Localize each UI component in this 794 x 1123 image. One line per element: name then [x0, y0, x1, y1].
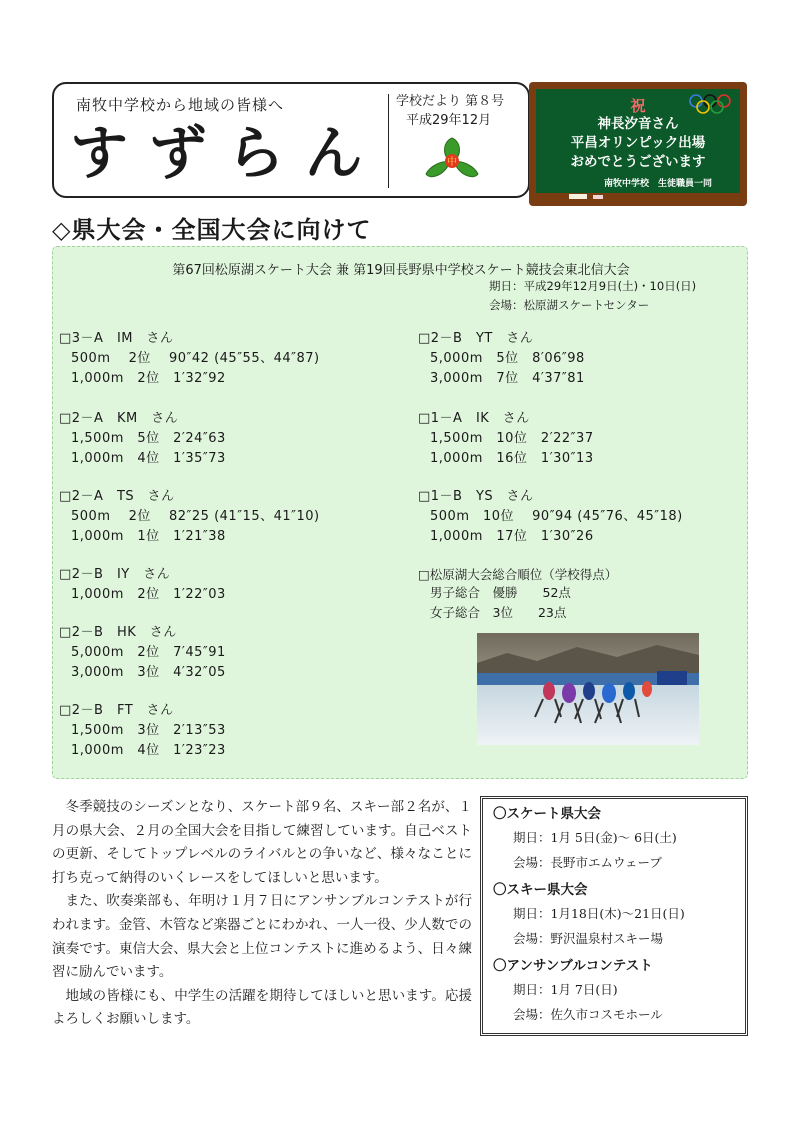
- athlete-name: □2－B YT さん: [418, 331, 534, 346]
- result-row: 1,000m 17位 1′30″26: [430, 529, 594, 544]
- overall-ranking: [418, 565, 617, 623]
- schedule-date: 期日：1月18日(木)～21日(日): [513, 906, 685, 921]
- athlete-result: [418, 409, 594, 469]
- chalkboard-panel: [536, 89, 740, 193]
- schedule-title: 〇スキー県大会: [493, 882, 588, 898]
- issue-number: 学校だより 第８号: [396, 94, 505, 109]
- result-row: 1,500m 10位 2′22″37: [430, 431, 594, 446]
- article-paragraph: また、吹奏楽部も、年明け１月７日にアンサンブルコンテストが行われます。金管、木管など楽器ごとにわかれ、一人一役、少人数での演奏です。東信大会、県大会と上位コンテストに進めるよう、日々練習に励んでいます。: [52, 893, 472, 981]
- athlete-result: [59, 565, 226, 605]
- school-emblem-icon: [424, 132, 480, 192]
- athlete-name: □3－A IM さん: [59, 331, 174, 346]
- svg-text:中: 中: [447, 157, 457, 168]
- chalkboard-line-1: 神長汐音さん: [597, 116, 679, 132]
- result-row: 1,000m 2位 1′22″03: [71, 587, 226, 602]
- chalkboard-line-2: 平昌オリンピック出場: [570, 135, 706, 151]
- athlete-result: [59, 701, 226, 761]
- congratulations-chalkboard: [529, 82, 747, 206]
- athlete-name: □1－B YS さん: [418, 489, 534, 504]
- schedule-venue: 会場：野沢温泉村スキー場: [513, 931, 664, 946]
- masthead-divider: [388, 94, 389, 188]
- athlete-name: □2－A KM さん: [59, 411, 179, 426]
- chalk-piece: [593, 195, 603, 199]
- newsletter-title: すずらん: [70, 119, 383, 187]
- athlete-name: □2－B FT さん: [59, 703, 174, 718]
- event-venue: 会場：松原湖スケートセンター: [489, 298, 650, 312]
- athlete-name: □2－B IY さん: [59, 567, 171, 582]
- result-row: 3,000m 7位 4′37″81: [430, 371, 585, 386]
- schedule-item: [493, 803, 745, 875]
- athlete-name: □1－A IK さん: [418, 411, 530, 426]
- result-row: 1,000m 4位 1′23″23: [71, 743, 226, 758]
- athlete-name: □2－B HK さん: [59, 625, 177, 640]
- event-title: 第67回松原湖スケート大会 兼 第19回長野県中学校スケート競技会東北信大会: [172, 263, 630, 278]
- result-row: 1,000m 16位 1′30″13: [430, 451, 594, 466]
- result-row: 5,000m 5位 8′06″98: [430, 351, 585, 366]
- ranking-title: □松原湖大会総合順位（学校得点）: [418, 567, 618, 582]
- section-heading: ◇県大会・全国大会に向けて: [52, 216, 372, 244]
- result-row: 1,500m 3位 2′13″53: [71, 723, 226, 738]
- speed-skating-photo: [477, 633, 699, 745]
- athlete-result: [418, 329, 585, 389]
- masthead: [52, 82, 530, 198]
- chalkboard-line-3: おめでとうございます: [570, 154, 706, 170]
- athlete-result: [59, 487, 320, 547]
- event-period: 期日：平成29年12月9日(土)・10日(日): [489, 279, 697, 293]
- article-paragraph: 冬季競技のシーズンとなり、スケート部９名、スキー部２名が、１月の県大会、２月の全国大会を目指して練習しています。自己ベストの更新、そしてトップレベルのライバルとの争いなど、様々なことに打ち克って納得のいくレースをしてほしいと思います。: [52, 799, 472, 886]
- competition-results-box: [52, 246, 748, 779]
- result-row: 1,000m 1位 1′21″38: [71, 529, 226, 544]
- schedule-venue: 会場：佐久市コスモホール: [513, 1007, 663, 1022]
- schedule-item: [493, 955, 745, 1027]
- schedule-date: 期日：1月 5日(金)～ 6日(土): [513, 830, 677, 845]
- athlete-result: [59, 623, 226, 683]
- result-row: 500m 2位 90″42 (45″55、44″87): [71, 351, 320, 366]
- result-row: 500m 2位 82″25 (41″15、41″10): [71, 509, 320, 524]
- celebration-mark: 祝: [630, 97, 646, 115]
- athlete-result: [59, 409, 226, 469]
- article-paragraph: 地域の皆様にも、中学生の活躍を期待してほしいと思います。応援よろしくお願いします。: [52, 987, 472, 1028]
- result-row: 1,500m 5位 2′24″63: [71, 431, 226, 446]
- schedule-title: 〇スケート県大会: [493, 806, 601, 822]
- masthead-subtitle: 南牧中学校から地域の皆様へ: [76, 96, 285, 114]
- schedule-title: 〇アンサンブルコンテスト: [493, 958, 653, 974]
- schedule-item: [493, 879, 745, 951]
- result-row: 3,000m 3位 4′32″05: [71, 665, 226, 680]
- schedule-venue: 会場：長野市エムウェーブ: [513, 855, 662, 870]
- ranking-row: 女子総合 3位 23点: [430, 605, 567, 620]
- chalk-piece: [569, 194, 587, 199]
- schedule-date: 期日：1月 7日(日): [513, 982, 618, 997]
- event-schedule-box: [480, 796, 748, 1036]
- ranking-row: 男子総合 優勝 52点: [430, 585, 571, 600]
- result-row: 1,000m 4位 1′35″73: [71, 451, 226, 466]
- result-row: 500m 10位 90″94 (45″76、45″18): [430, 509, 683, 524]
- issue-date: 平成29年12月: [406, 113, 492, 128]
- athlete-result: [59, 329, 320, 389]
- article-body: [52, 796, 472, 1032]
- athlete-name: □2－A TS さん: [59, 489, 175, 504]
- athlete-result: [418, 487, 683, 547]
- result-row: 5,000m 2位 7′45″91: [71, 645, 226, 660]
- chalkboard-signature: 南牧中学校 生徒職員一同: [603, 179, 712, 189]
- result-row: 1,000m 2位 1′32″92: [71, 371, 226, 386]
